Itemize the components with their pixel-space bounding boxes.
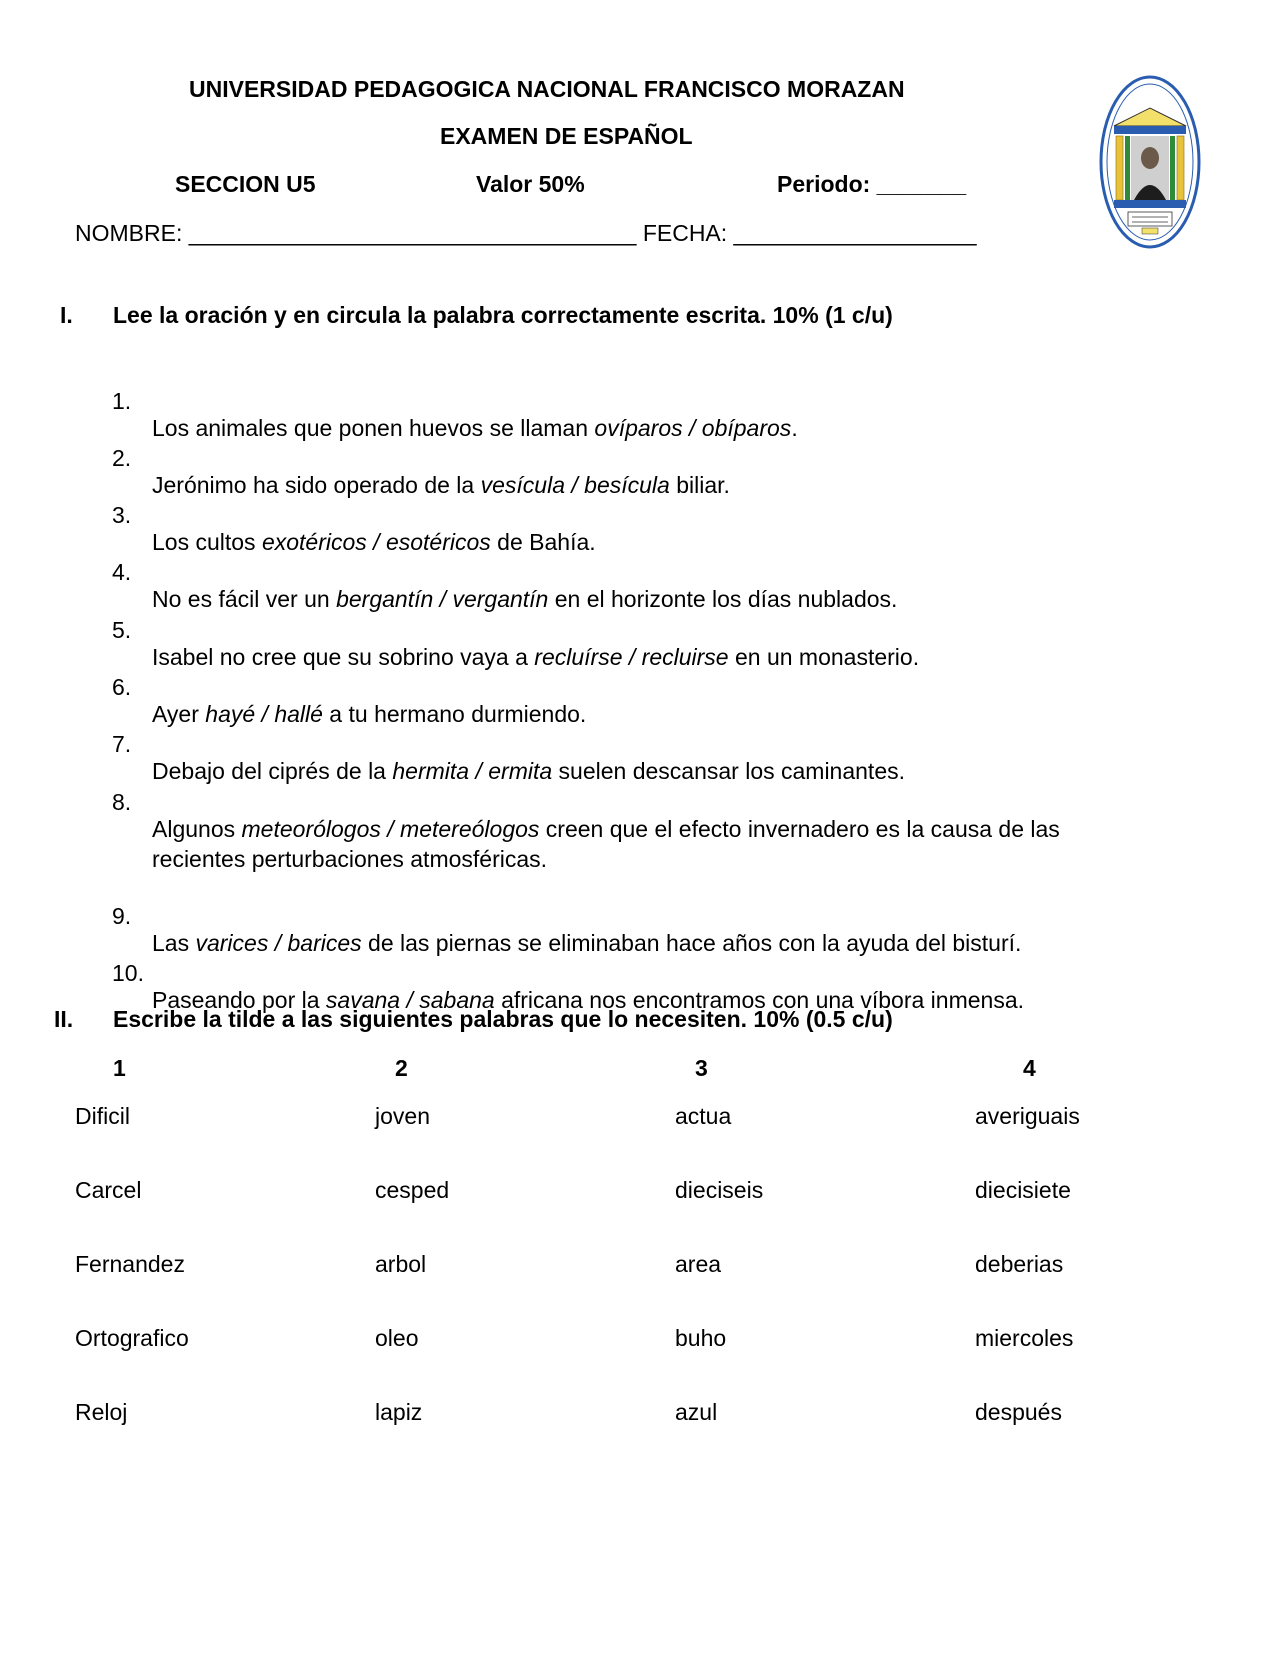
question-text: de Bahía. <box>490 529 596 555</box>
question-text: Paseando por la <box>152 987 326 1013</box>
word-options[interactable]: varices / barices <box>195 930 362 956</box>
word-cell[interactable]: lapiz <box>375 1399 423 1425</box>
word-cell[interactable]: buho <box>675 1325 727 1351</box>
question-number: 3. <box>112 502 132 528</box>
question-text: biliar. <box>669 472 730 498</box>
question-text: Las <box>152 930 196 956</box>
column-header: 2 <box>395 1055 408 1081</box>
question-text: Algunos <box>152 816 242 842</box>
word-options[interactable]: recluírse / recluirse <box>534 644 729 670</box>
question-text: Debajo del ciprés de la <box>152 758 393 784</box>
period-field: Periodo: _______ <box>777 171 967 197</box>
word-cell[interactable]: azul <box>675 1399 718 1425</box>
word-options[interactable]: meteorólogos / metereólogos <box>241 816 540 842</box>
word-cell[interactable]: diecisiete <box>975 1177 1071 1203</box>
word-cell[interactable]: arbol <box>375 1251 427 1277</box>
word-cell[interactable]: Fernandez <box>75 1251 185 1277</box>
question-number: 9. <box>112 903 132 929</box>
word-cell[interactable]: Dificil <box>75 1103 130 1129</box>
question-text: en un monasterio. <box>728 644 920 670</box>
section-2-heading: Escribe la tilde a las siguientes palabras que lo necesiten. 10% (0.5 c/u) <box>113 1006 893 1032</box>
question-text: en el horizonte los días nublados. <box>548 586 898 612</box>
word-cell[interactable]: Ortografico <box>75 1325 189 1351</box>
question-text: suelen descansar los caminantes. <box>552 758 906 784</box>
column-header: 3 <box>695 1055 708 1081</box>
word-cell[interactable]: oleo <box>375 1325 419 1351</box>
exam-title: EXAMEN DE ESPAÑOL <box>440 123 693 149</box>
word-options[interactable]: hermita / ermita <box>392 758 553 784</box>
word-cell[interactable]: Carcel <box>75 1177 142 1203</box>
word-cell[interactable]: después <box>975 1399 1062 1425</box>
word-cell[interactable]: area <box>675 1251 722 1277</box>
word-cell[interactable]: miercoles <box>975 1325 1074 1351</box>
section-1-heading: Lee la oración y en circula la palabra correctamente escrita. 10% (1 c/u) <box>113 302 893 328</box>
question-text: Ayer <box>152 701 206 727</box>
university-title: UNIVERSIDAD PEDAGOGICA NACIONAL FRANCISCO MORAZAN <box>189 76 905 102</box>
word-cell[interactable]: dieciseis <box>675 1177 764 1203</box>
question-text: Los cultos <box>152 529 262 555</box>
section-1-numeral: I. <box>60 302 73 328</box>
word-options[interactable]: savana / sabana <box>325 987 495 1013</box>
word-options[interactable]: bergantín / vergantín <box>336 586 549 612</box>
section-2-numeral: II. <box>54 1006 74 1032</box>
question-text: creen que el efecto invernadero es la causa de las <box>539 816 1060 842</box>
question-number: 10. <box>112 960 144 986</box>
word-cell[interactable]: averiguais <box>975 1103 1080 1129</box>
question-text: No es fácil ver un <box>152 586 337 612</box>
word-cell[interactable]: joven <box>375 1103 430 1129</box>
question-text: recientes perturbaciones atmosféricas. <box>152 846 548 872</box>
question-number: 8. <box>112 789 132 815</box>
word-options[interactable]: hayé / hallé <box>205 701 323 727</box>
word-options[interactable]: exotéricos / esotéricos <box>261 529 491 555</box>
value-label: Valor 50% <box>476 171 585 197</box>
question-text: Los animales que ponen huevos se llaman <box>152 415 595 441</box>
question-text: Isabel no cree que su sobrino vaya a <box>152 644 535 670</box>
word-cell[interactable]: Reloj <box>75 1399 128 1425</box>
word-options[interactable]: ovíparos / obíparos <box>594 415 792 441</box>
word-options[interactable]: vesícula / besícula <box>480 472 670 498</box>
word-cell[interactable]: deberias <box>975 1251 1064 1277</box>
question-text: a tu hermano durmiendo. <box>322 701 587 727</box>
question-number: 2. <box>112 445 132 471</box>
column-header: 1 <box>113 1055 126 1081</box>
question-number: 5. <box>112 617 132 643</box>
university-logo <box>1098 74 1202 250</box>
question-text: . <box>791 415 798 441</box>
question-number: 1. <box>112 388 132 414</box>
question-text: de las piernas se eliminaban hace años con la ayuda del bisturí. <box>361 930 1022 956</box>
question-text: africana nos encontramos con una víbora inmensa. <box>494 987 1025 1013</box>
column-header: 4 <box>1023 1055 1036 1081</box>
question-number: 4. <box>112 559 132 585</box>
question-text: Jerónimo ha sido operado de la <box>152 472 481 498</box>
section-label: SECCION U5 <box>175 171 316 197</box>
question-number: 6. <box>112 674 132 700</box>
question-number: 7. <box>112 731 132 757</box>
name-date-line: NOMBRE: ___________________________________ FECHA: ___________________ <box>75 220 977 246</box>
word-cell[interactable]: actua <box>675 1103 732 1129</box>
word-cell[interactable]: cesped <box>375 1177 450 1203</box>
